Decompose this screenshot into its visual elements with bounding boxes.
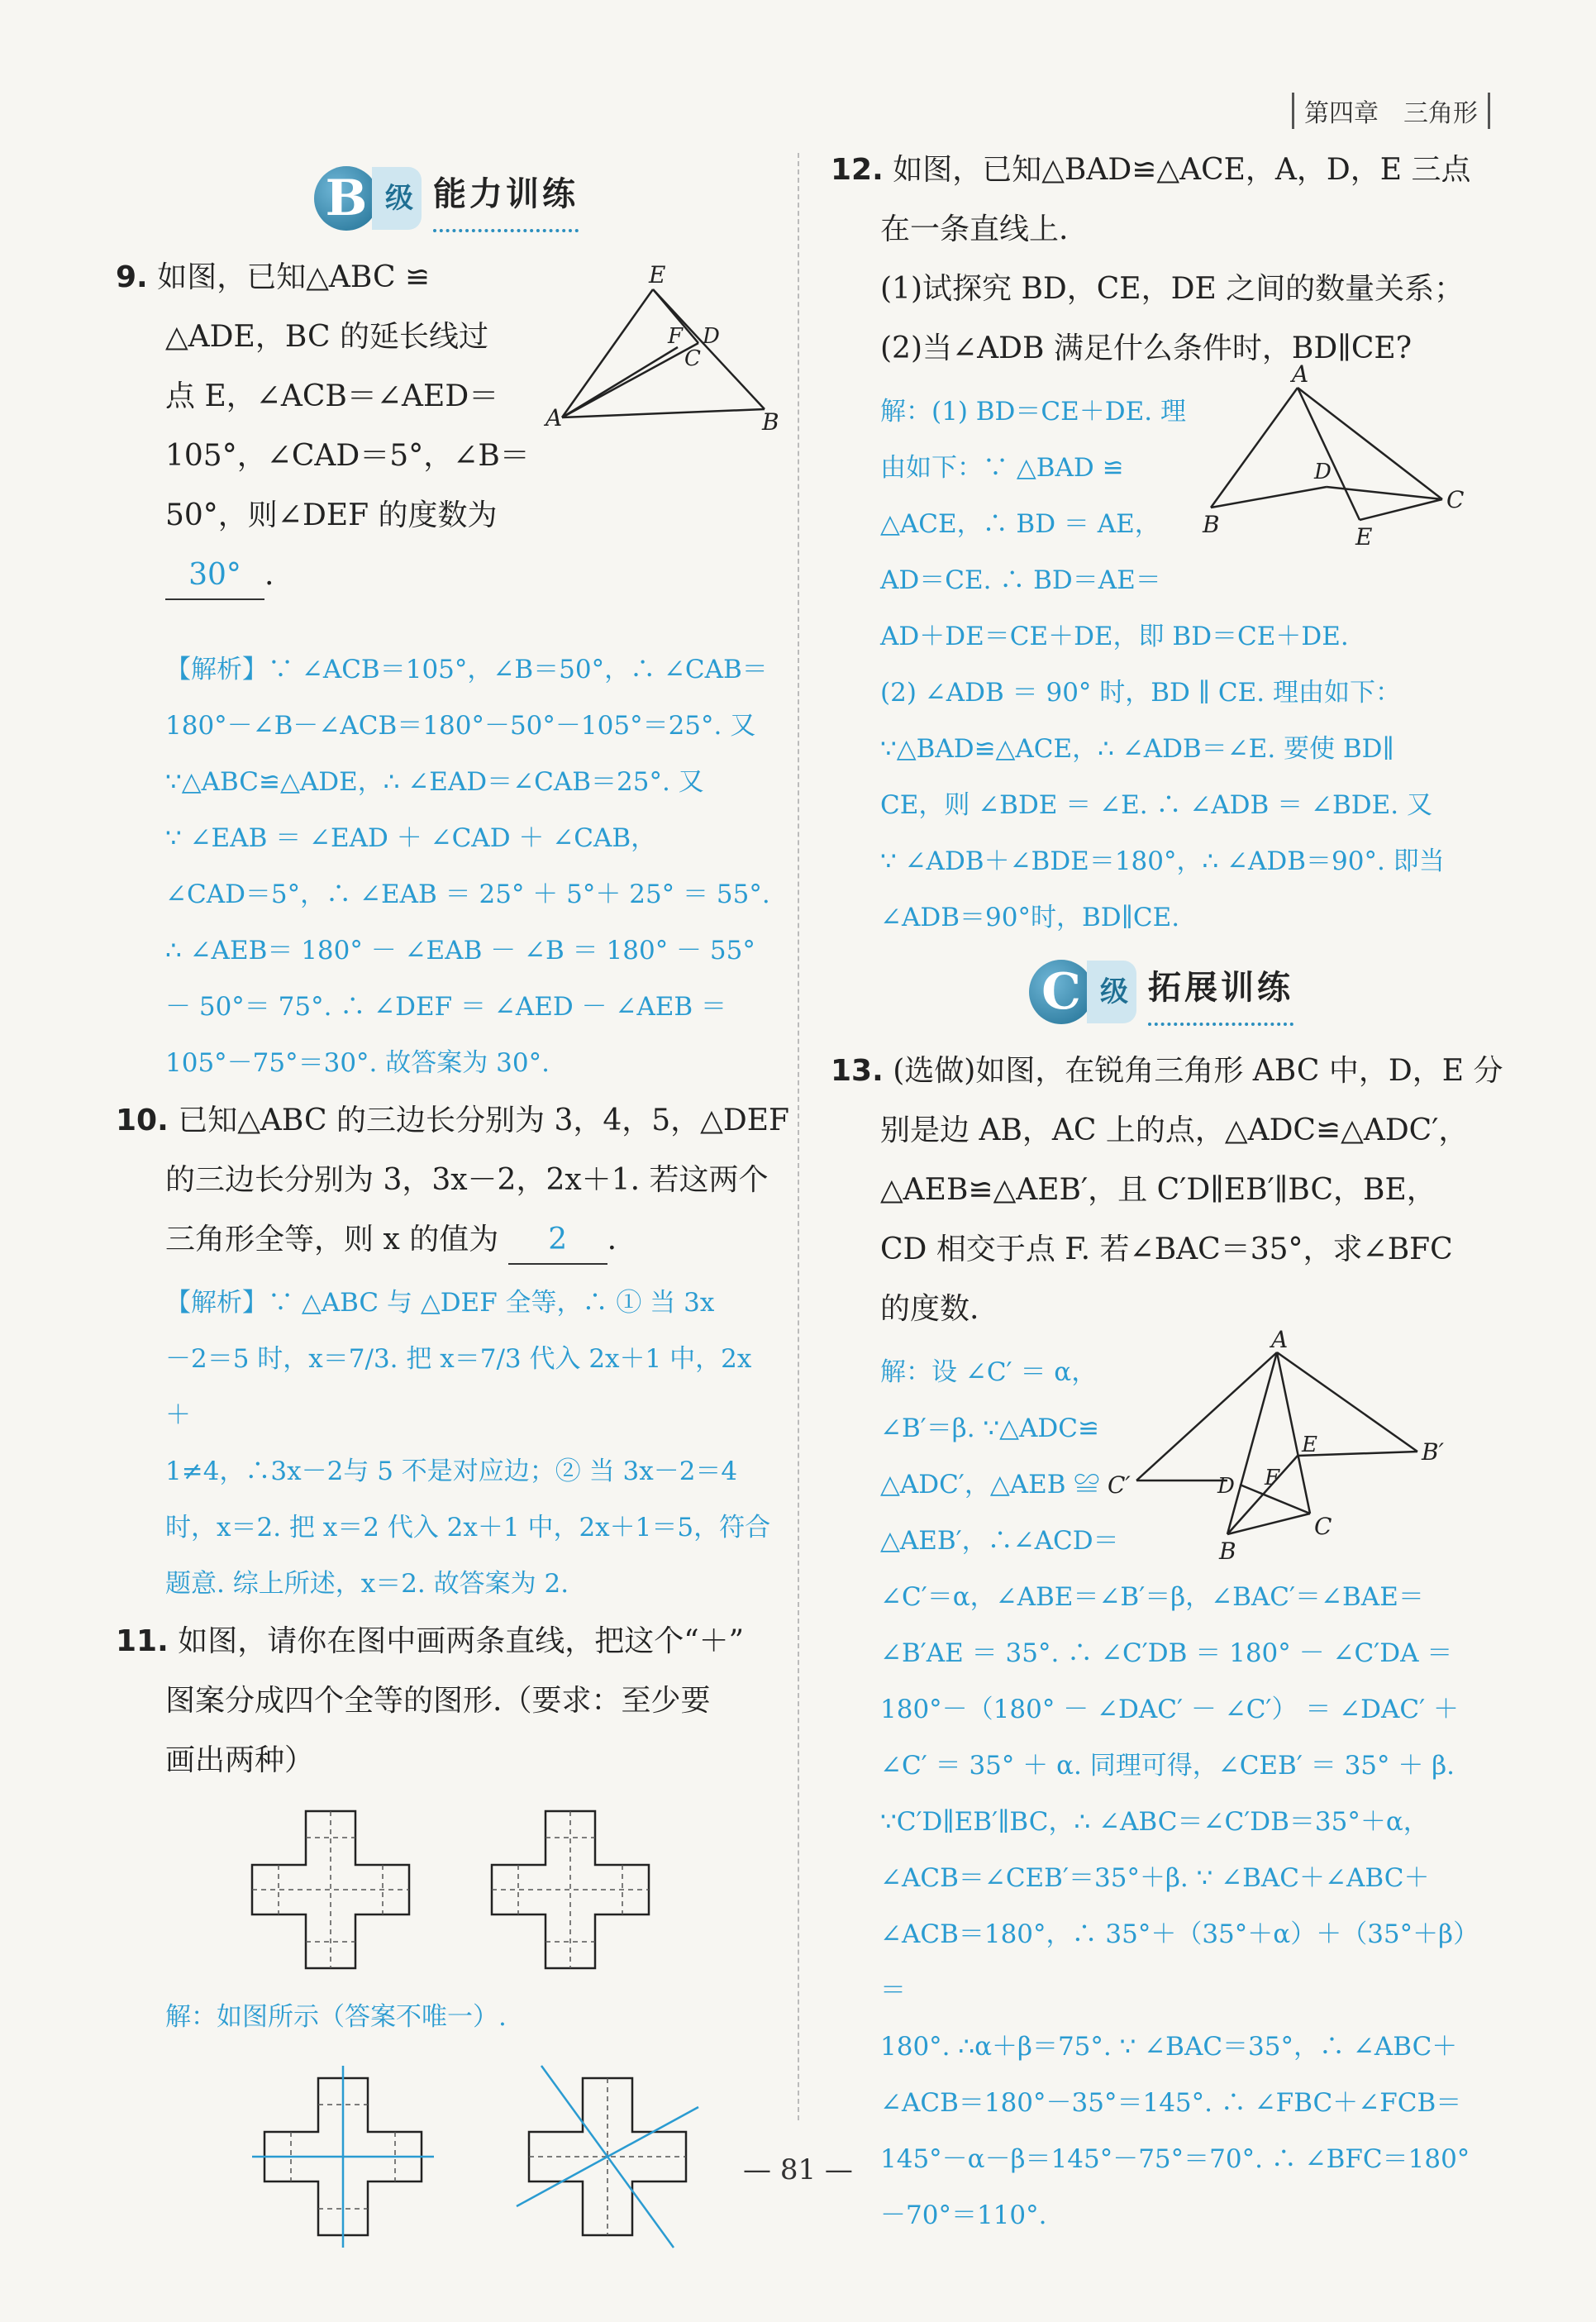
q12-label-D: D [1314, 460, 1332, 484]
q10-line-2: 三角形全等，则 x 的值为 [165, 1223, 499, 1256]
q10-answer-blank: 2 [508, 1217, 607, 1265]
section-b-heading: 能力训练 [433, 164, 579, 232]
q13-label-C1: C′ [1108, 1471, 1131, 1499]
q11-line-2: 画出两种） [165, 1743, 315, 1777]
q13-sol-9: ∠ACB＝∠CEB′＝35°＋β. ∵ ∠BAC＋∠ABC＋ [880, 1863, 1430, 1893]
section-b-grade: 级 [372, 167, 422, 230]
q13-label-B: B [1219, 1538, 1236, 1565]
q13-sol-0: 解：设 ∠C′ ＝ α， [880, 1357, 1098, 1387]
q9-line-0: 如图，已知△ABC ≌ [157, 260, 431, 294]
chapter-header: 第四章 三角形 [1292, 93, 1490, 129]
q13-number: 13. [831, 1054, 884, 1088]
q13-sol-14: －70°＝110°. [880, 2200, 1047, 2230]
q12-label-B: B [1203, 511, 1220, 538]
q12-sol-5: (2) ∠ADB ＝ 90° 时，BD ∥ CE. 理由如下： [880, 678, 1401, 708]
q13-line-3: CD 相交于点 F. 若∠BAC＝35°，求∠BFC [880, 1233, 1453, 1266]
section-b-title [116, 157, 777, 240]
q13-sol-7: ∠C′ ＝ 35° ＋ α. 同理可得，∠CEB′ ＝ 35° ＋ β. [880, 1751, 1455, 1781]
q13-sol-2: △ADC′，△AEB ≌ [880, 1470, 1100, 1500]
q10-sol-2: 1≠4，∴3x－2与 5 不是对应边；② 当 3x－2＝4 [165, 1457, 738, 1486]
cross-figure [248, 1807, 413, 1972]
q10-sol-1: －2＝5 时，x＝7/3. 把 x＝7/3 代入 2x＋1 中，2x＋ [165, 1344, 752, 1430]
q13-label-C: C [1314, 1513, 1332, 1540]
q11-line-0: 如图，请你在图中画两条直线，把这个“＋” [178, 1624, 745, 1658]
q13-line-1: 别是边 AB，AC 上的点，△ADC≌△ADC′， [880, 1113, 1469, 1147]
q9-sol-5: ∴ ∠AEB＝ 180° － ∠EAB － ∠B ＝ 180° － 55° [165, 936, 755, 966]
q12-line-0: 如图，已知△BAD≌△ACE，A，D，E 三点 [893, 153, 1471, 187]
q10-line-0: 已知△ABC 的三边长分别为 3，4，5，△DEF [178, 1104, 789, 1137]
q9-solution [116, 641, 777, 1091]
q13-sol-3: △AEB′，∴∠ACD＝ [880, 1526, 1119, 1556]
question-10: 10. 已知△ABC 的三边长分别为 3，4，5，△DEF 的三边长分别为 3，3x－2，2x＋1. 若这两个 三角形全等，则 x 的值为 2 . [116, 1091, 777, 1270]
q12-label-A: A [1292, 360, 1309, 388]
cross-figure [488, 1807, 653, 1972]
section-b-badge: B [314, 166, 379, 231]
q12-line-2: (1)试探究 BD，CE，DE 之间的数量关系； [880, 272, 1465, 306]
section-c-badge: C [1029, 960, 1093, 1024]
q9-sol-4: ∠CAD＝5°，∴ ∠EAB ＝ 25° ＋ 5°＋ 25° ＝ 55°. [165, 880, 770, 909]
q12-line-1: 在一条直线上. [880, 212, 1069, 246]
right-column [831, 141, 1503, 2243]
q11-line-1: 图案分成四个全等的图形.（要求：至少要 [165, 1684, 711, 1718]
q9-line-2: 点 E，∠ACB＝∠AED＝ [165, 379, 499, 413]
q11-blank-crosses [116, 1807, 777, 1972]
q9-line-1: △ADE，BC 的延长线过 [165, 320, 488, 354]
q9-answer-blank: 30° [165, 552, 264, 600]
q13-label-E: E [1302, 1433, 1317, 1457]
q9-sol-3: ∵ ∠EAB ＝ ∠EAD ＋ ∠CAD ＋ ∠CAB， [165, 823, 657, 853]
section-c-heading: 拓展训练 [1148, 958, 1293, 1026]
q9-number: 9. [116, 260, 148, 294]
q13-sol-10: ∠ACB＝180°，∴ 35°＋（35°＋α）＋（35°＋β）＝ [880, 1919, 1479, 2005]
q10-solution [116, 1275, 777, 1612]
q10-sol-3: 时，x＝2. 把 x＝2 代入 2x＋1 中，2x＋1＝5，符合 [165, 1513, 771, 1542]
question-13 [831, 1042, 1503, 1339]
q13-line-4: 的度数. [880, 1292, 979, 1326]
q12-sol-8: ∵ ∠ADB＋∠BDE＝180°，∴ ∠ADB＝90°. 即当 [880, 846, 1445, 876]
q9-label-A: A [545, 404, 563, 432]
q9-label-E: E [649, 261, 666, 288]
q9-label-D: D [703, 324, 720, 349]
section-c-title [831, 951, 1492, 1033]
q13-sol-1: ∠B′＝β. ∵△ADC≌ [880, 1414, 1099, 1443]
q13-label-F: F [1265, 1466, 1280, 1490]
q13-sol-11: 180°. ∴α＋β＝75°. ∵ ∠BAC＝35°，∴ ∠ABC＋ [880, 2032, 1458, 2062]
q13-label-A: A [1271, 1326, 1289, 1353]
q9-sol-6: － 50°＝ 75°. ∴ ∠DEF ＝ ∠AED － ∠AEB ＝ [165, 992, 727, 1022]
q9-sol-1: 180°－∠B－∠ACB＝180°－50°－105°＝25°. 又 [165, 711, 756, 741]
question-11 [116, 1612, 777, 1790]
q13-figure [1103, 1326, 1451, 1567]
q12-sol-1: 由如下：∵ △BAD ≌ [880, 453, 1124, 483]
q13-sol-8: ∵C′D∥EB′∥BC，∴ ∠ABC＝∠C′DB＝35°＋α， [880, 1807, 1429, 1837]
q9-sol-7: 105°－75°＝30°. 故答案为 30°. [165, 1048, 550, 1078]
q13-sol-5: ∠B′AE ＝ 35°. ∴ ∠C′DB ＝ 180° － ∠C′DA ＝ [880, 1638, 1453, 1668]
q9-label-F: F [668, 324, 684, 349]
q13-label-D: D [1217, 1474, 1235, 1499]
q9-label-B: B [762, 408, 779, 436]
q12-solution [831, 360, 1492, 946]
q11-number: 11. [116, 1624, 169, 1658]
q12-sol-6: ∵△BAD≌△ACE，∴ ∠ADB＝∠E. 要使 BD∥ [880, 734, 1394, 764]
question-9: 9. 如图，已知△ABC ≌ △ADE，BC 的延长线过 点 E，∠ACB＝∠AED＝ 105°，∠CAD＝5°，∠B＝ 50°，则∠DEF 的度数为 30° . E A B F D C [116, 248, 777, 637]
q10-sol-4: 题意. 综上所述，x＝2. 故答案为 2. [165, 1569, 569, 1599]
q13-sol-6: 180°－（180° － ∠DAC′ － ∠C′） ＝ ∠DAC′ ＋ [880, 1695, 1459, 1724]
q12-sol-7: CE，则 ∠BDE ＝ ∠E. ∴ ∠ADB ＝ ∠BDE. 又 [880, 790, 1432, 820]
q12-sol-2: △ACE，∴ BD ＝ AE， [880, 509, 1160, 539]
q12-figure [1194, 360, 1475, 574]
q12-sol-0: 解：(1) BD＝CE＋DE. 理 [880, 397, 1186, 427]
page-number: — 81 — [743, 2153, 853, 2186]
q12-label-C: C [1446, 486, 1465, 513]
q13-label-B1: B′ [1422, 1438, 1444, 1466]
q13-line-2: △AEB≌△AEB′，且 C′D∥EB′∥BC，BE， [880, 1173, 1436, 1207]
q13-sol-4: ∠C′＝α，∠ABE＝∠B′＝β，∠BAC′＝∠BAE＝ [880, 1582, 1424, 1612]
q12-sol-4: AD＋DE＝CE＋DE，即 BD＝CE＋DE. [880, 622, 1349, 651]
q9-sol-0: 【解析】∵ ∠ACB＝105°，∠B＝50°，∴ ∠CAB＝ [165, 655, 768, 684]
question-12 [831, 141, 1492, 379]
q11-solution: 解：如图所示（答案不唯一）. [165, 2002, 507, 2032]
q12-sol-9: ∠ADB＝90°时，BD∥CE. [880, 903, 1180, 932]
section-c-grade: 级 [1087, 961, 1136, 1023]
q9-figure [545, 261, 779, 455]
q12-number: 12. [831, 153, 884, 187]
q10-number: 10. [116, 1104, 169, 1137]
q9-label-C: C [684, 346, 701, 371]
q12-label-E: E [1355, 523, 1373, 551]
q12-line-3: (2)当∠ADB 满足什么条件时，BD∥CE? [880, 331, 1412, 365]
q13-solution [831, 1326, 1492, 2243]
q13-sol-13: 145°－α－β＝145°－75°＝70°. ∴ ∠BFC＝180° [880, 2144, 1470, 2174]
left-column [116, 157, 789, 2268]
q9-line-3: 105°，∠CAD＝5°，∠B＝ [165, 439, 530, 473]
q12-sol-3: AD＝CE. ∴ BD＝AE＝ [880, 565, 1161, 595]
column-divider [798, 153, 799, 2120]
q10-line-1: 的三边长分别为 3，3x－2，2x＋1. 若这两个 [165, 1163, 769, 1197]
q13-sol-12: ∠ACB＝180°－35°＝145°. ∴ ∠FBC＋∠FCB＝ [880, 2088, 1462, 2118]
q10-sol-0: 【解析】∵ △ABC 与 △DEF 全等，∴ ① 当 3x [165, 1288, 715, 1318]
q9-sol-2: ∵△ABC≌△ADE，∴ ∠EAD＝∠CAB＝25°. 又 [165, 767, 704, 797]
q13-line-0: (选做)如图，在锐角三角形 ABC 中，D，E 分 [893, 1054, 1503, 1088]
q9-line-4: 50°，则∠DEF 的度数为 [165, 498, 498, 532]
